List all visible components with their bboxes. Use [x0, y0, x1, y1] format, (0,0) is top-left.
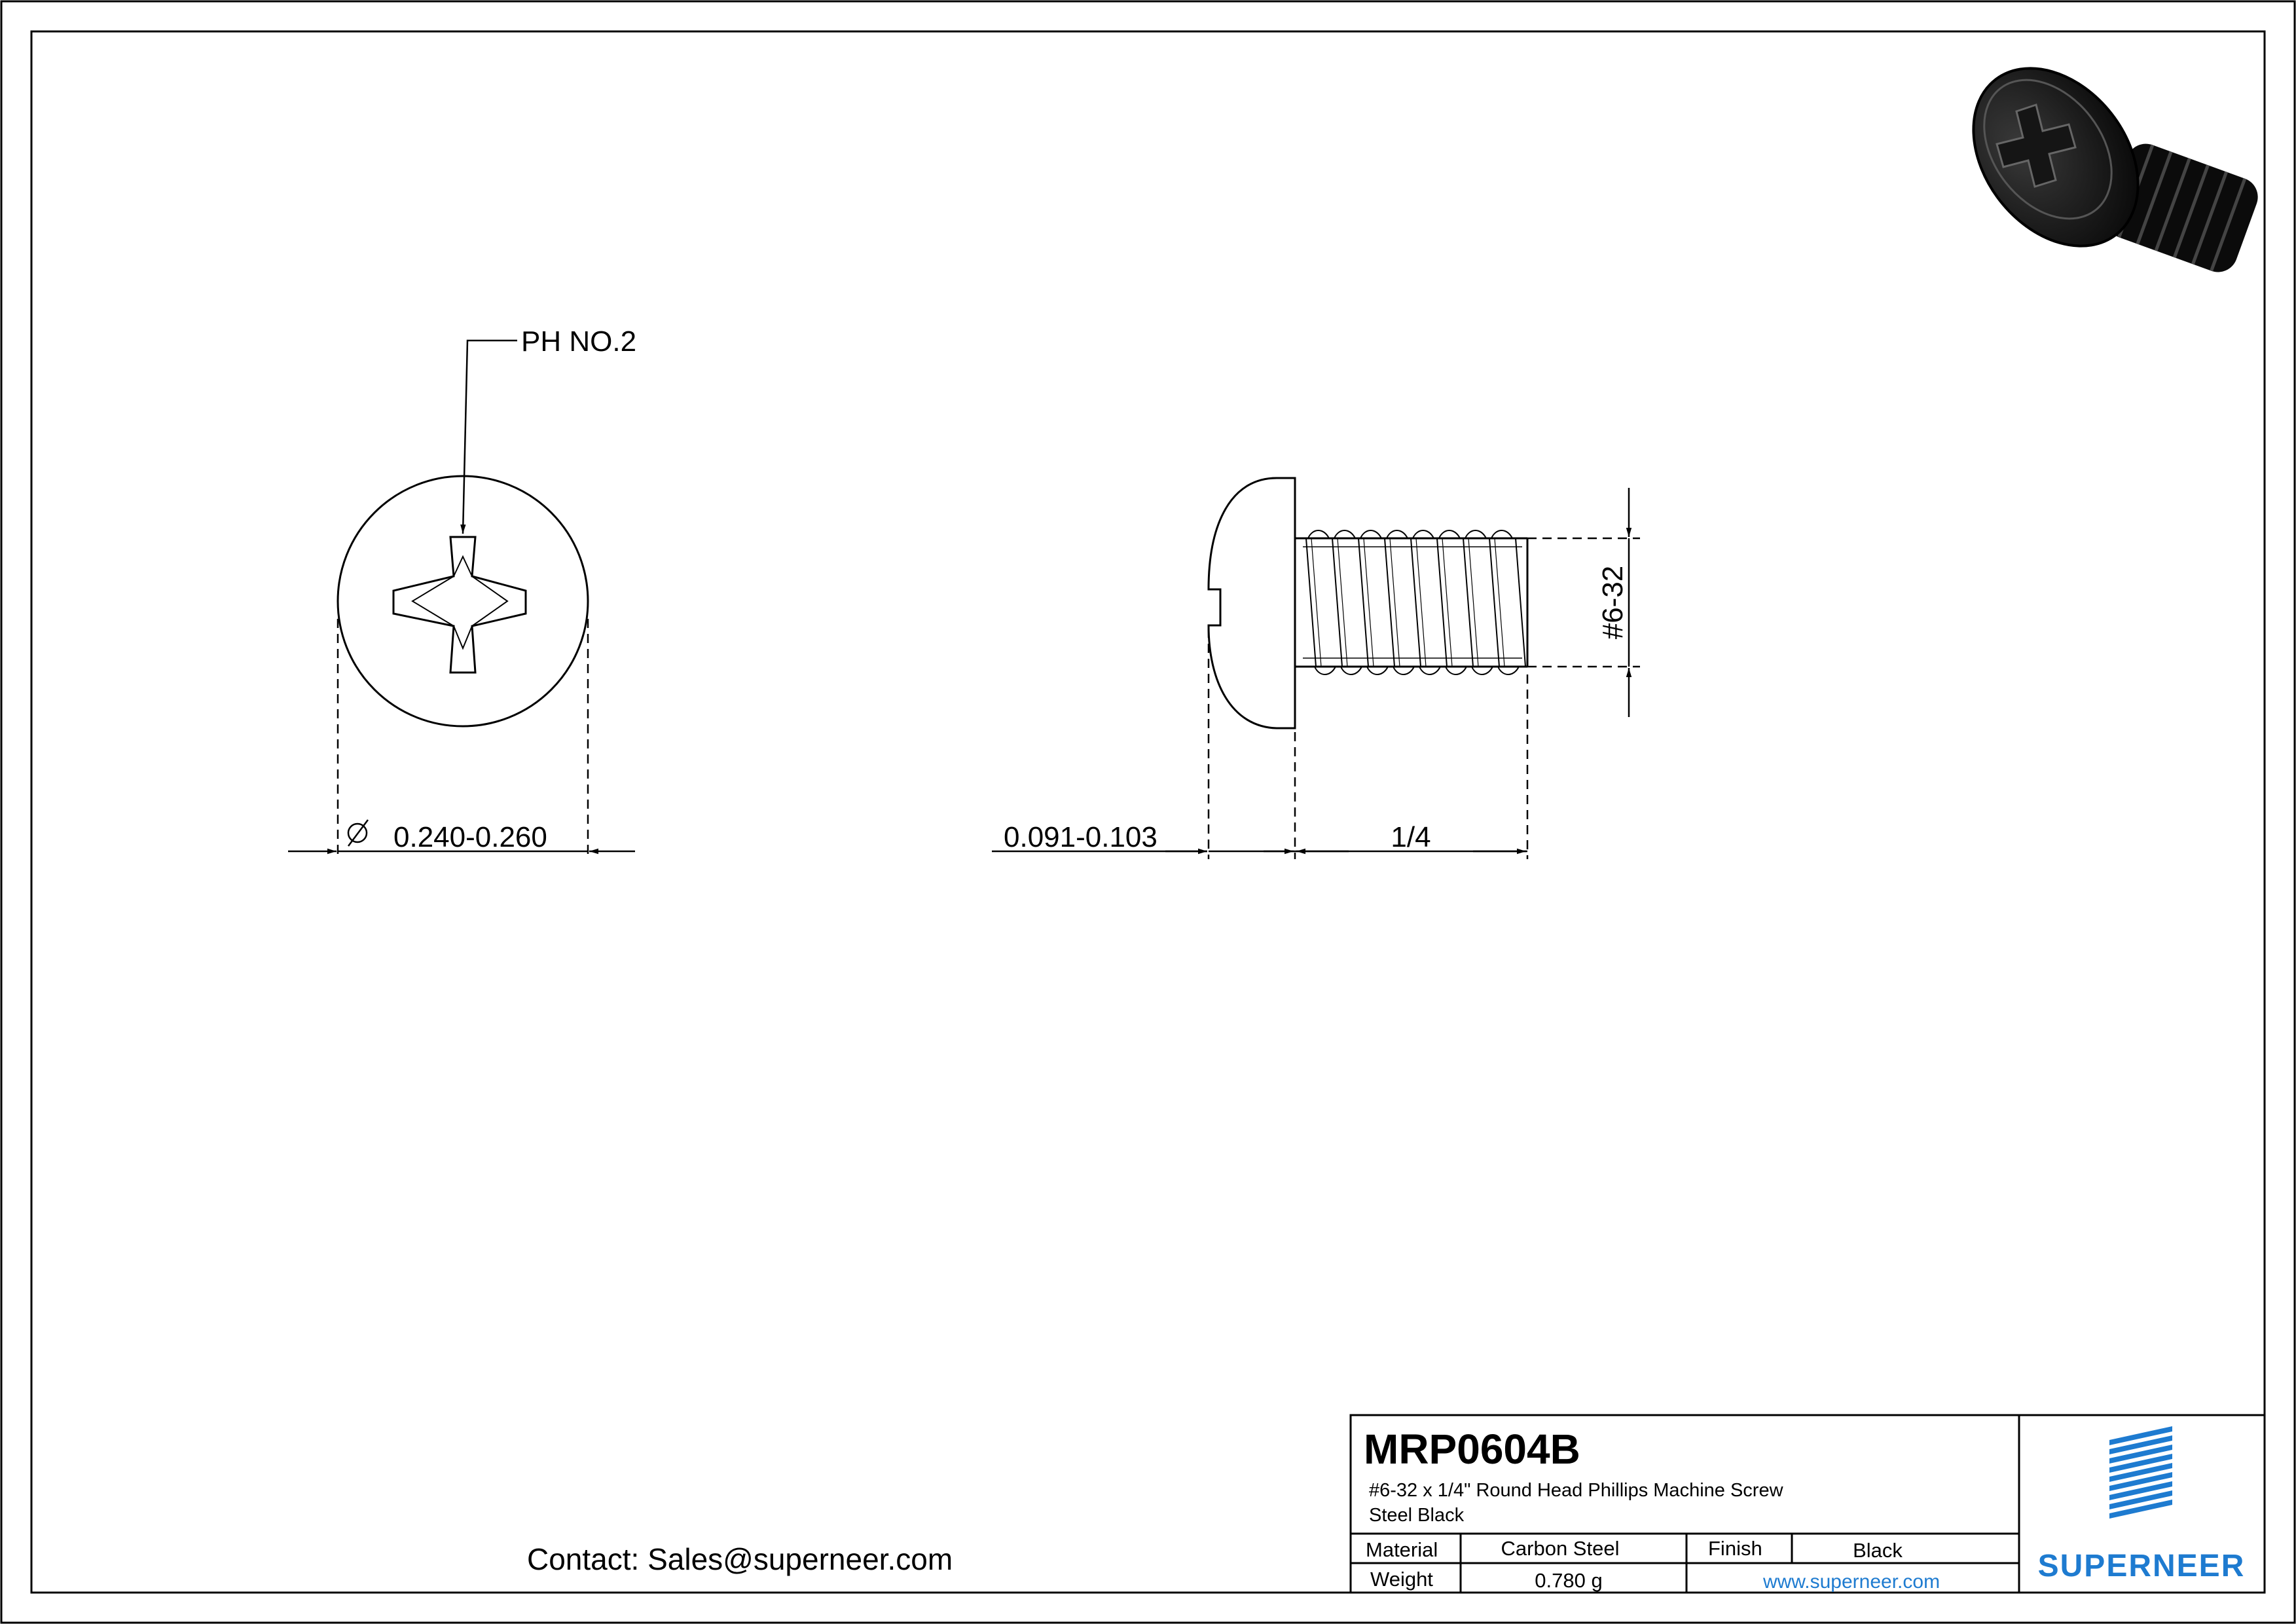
description-line-2: Steel Black: [1369, 1505, 1465, 1526]
diameter-symbol-icon: [348, 820, 368, 846]
thread-label: #6-32: [1597, 565, 1629, 640]
length-label: 1/4: [1391, 821, 1431, 853]
screw-3d-render-icon: [1940, 36, 2264, 278]
side-view: [1209, 478, 1527, 728]
superneer-logo-icon: [2109, 1426, 2172, 1519]
inner-border: [31, 31, 2265, 1593]
brand-name: SUPERNEER: [2037, 1549, 2246, 1583]
outer-border: [1, 1, 2295, 1623]
description-line-1: #6-32 x 1/4" Round Head Phillips Machine Screw: [1369, 1480, 1783, 1501]
head-height-label: 0.091-0.103: [1004, 821, 1157, 853]
material-value: Carbon Steel: [1501, 1537, 1620, 1560]
weight-value: 0.780 g: [1535, 1569, 1603, 1592]
phillips-recess: [393, 537, 526, 673]
part-number: MRP0604B: [1364, 1426, 1580, 1473]
drive-label: PH NO.2: [521, 325, 637, 358]
weight-label: Weight: [1370, 1568, 1433, 1591]
head-diameter-label: 0.240-0.260: [393, 821, 547, 853]
drive-callout: [463, 325, 636, 534]
website-link[interactable]: www.superneer.com: [1762, 1571, 1941, 1593]
thread-lines: [1306, 530, 1525, 674]
screw-head-profile: [1209, 478, 1295, 728]
finish-label: Finish: [1708, 1537, 1762, 1560]
finish-value: Black: [1853, 1539, 1903, 1562]
contact-email[interactable]: Contact: Sales@superneer.com: [527, 1542, 953, 1576]
material-label: Material: [1366, 1538, 1438, 1561]
